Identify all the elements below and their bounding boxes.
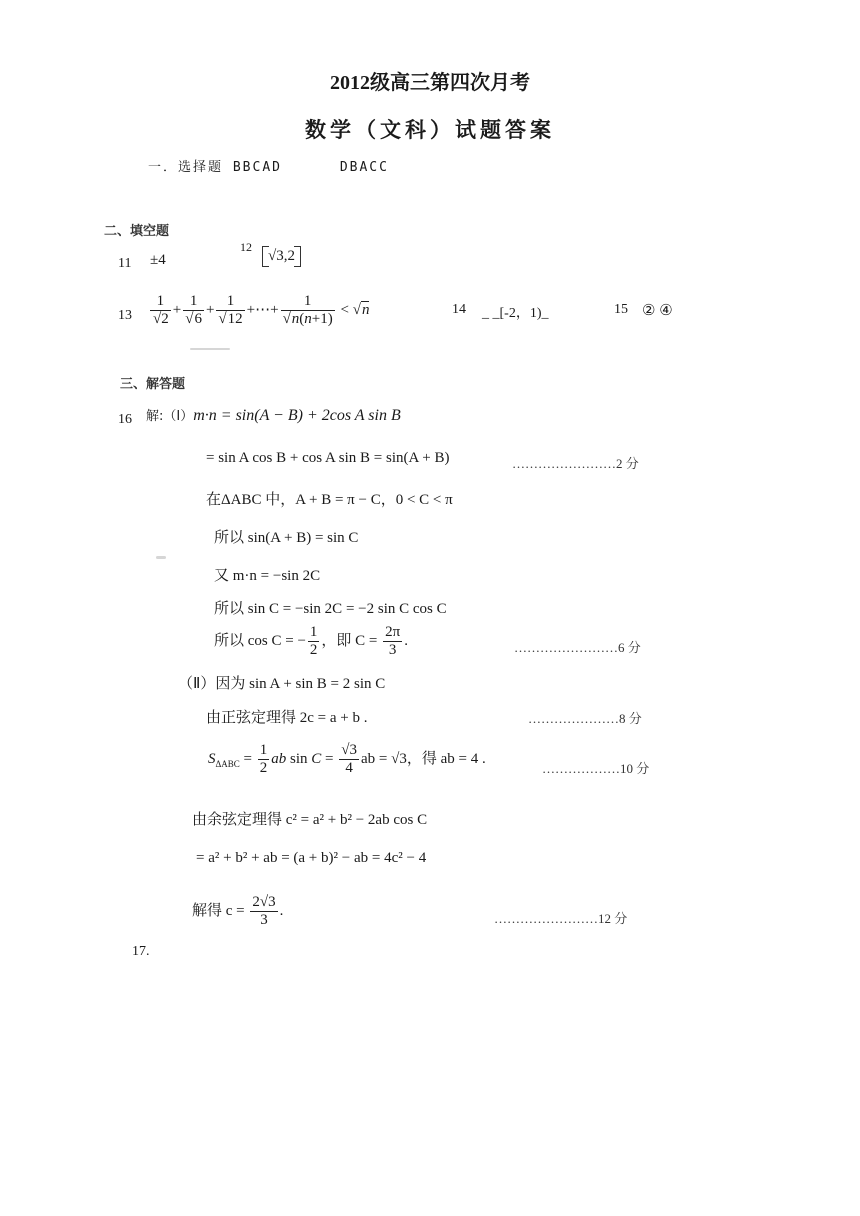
score-8: …………………8 分 (528, 711, 642, 726)
score-6: ……………………6 分 (514, 640, 641, 655)
q11-number: 11 (118, 256, 132, 271)
q15-answer: ② ④ (642, 303, 673, 319)
q16-line-10: $S_{\Delta ABC}$ = $\frac{1}{2}$ ab sin C = $\frac{√3}{4}$ ab = √3，得 ab = 4 . (208, 742, 486, 777)
q12-interval: √3,2 (262, 246, 301, 267)
q16-line-8: （Ⅱ）因为 sin A + sin B = 2 sin C (178, 676, 386, 692)
q12-number: 12 (240, 240, 252, 254)
q16-line-12: = a² + b² + ab = (a + b)² − ab = 4c² − 4 (196, 850, 427, 866)
q16-line-11: 由余弦定理得 c² = a² + b² − 2ab cos C (192, 812, 428, 828)
q16-line-4: 所以 sin(A + B) = sin C (214, 530, 359, 546)
choice-answers-6-10: DBACC (339, 160, 389, 175)
q16-line-6: 所以 sin C = −sin 2C = −2 sin C cos C (214, 601, 447, 617)
scan-mark (190, 348, 230, 350)
q16-number: 16 (118, 412, 132, 427)
q12-answer (262, 246, 301, 267)
section-solve-heading: 三、解答题 (120, 377, 186, 392)
q16-line-5: 又 m·n = −sin 2C (214, 568, 321, 584)
q11-answer: ±4 (150, 252, 166, 268)
q15-number: 15 (614, 302, 628, 317)
q13-answer-formula: $\frac{1}{√2}$ + $\frac{1}{√6}$ + $\frac{1}{√12}$ +⋯+ $\frac{1}{√n(n+1)}$ < √n (148, 293, 369, 329)
page-title: 2012级高三第四次月考 (330, 72, 530, 94)
choice-answers-1-5: BBCAD (232, 160, 282, 175)
score-12: ……………………12 分 (494, 911, 628, 926)
q14-number: 14 (452, 302, 466, 317)
q16-line-2: = sin A cos B + cos A sin B = sin(A + B) (206, 450, 450, 466)
q17-number: 17. (132, 944, 150, 959)
scan-mark (156, 556, 166, 559)
page-subtitle: 数学（文科）试题答案 (305, 118, 555, 142)
q16-line-3: 在ΔABC 中，A + B = π − C，0 < C < π (206, 492, 453, 508)
section-choice (148, 156, 389, 175)
section-choice-label: 一．选择题 (148, 160, 224, 175)
q16-line-7: 所以 cos C = − $\frac{1}{2}$ ，即 C = $\frac{2\pi}{3}$ . (214, 624, 408, 659)
q16-line-13: 解得 c = $\frac{2√3}{3}$ . (192, 894, 284, 929)
score-10: ………………10 分 (542, 761, 650, 776)
score-2: ……………………2 分 (512, 456, 639, 471)
q13-number: 13 (118, 308, 132, 323)
q14-answer: _ _[-2，1)_ (482, 306, 549, 321)
q16-line-1: 解:（Ⅰ）m·n = sin(A − B) + 2cos A sin B (146, 407, 401, 424)
q16-line-9: 由正弦定理得 2c = a + b . (206, 710, 368, 726)
section-fill-heading: 二、填空题 (104, 224, 170, 239)
